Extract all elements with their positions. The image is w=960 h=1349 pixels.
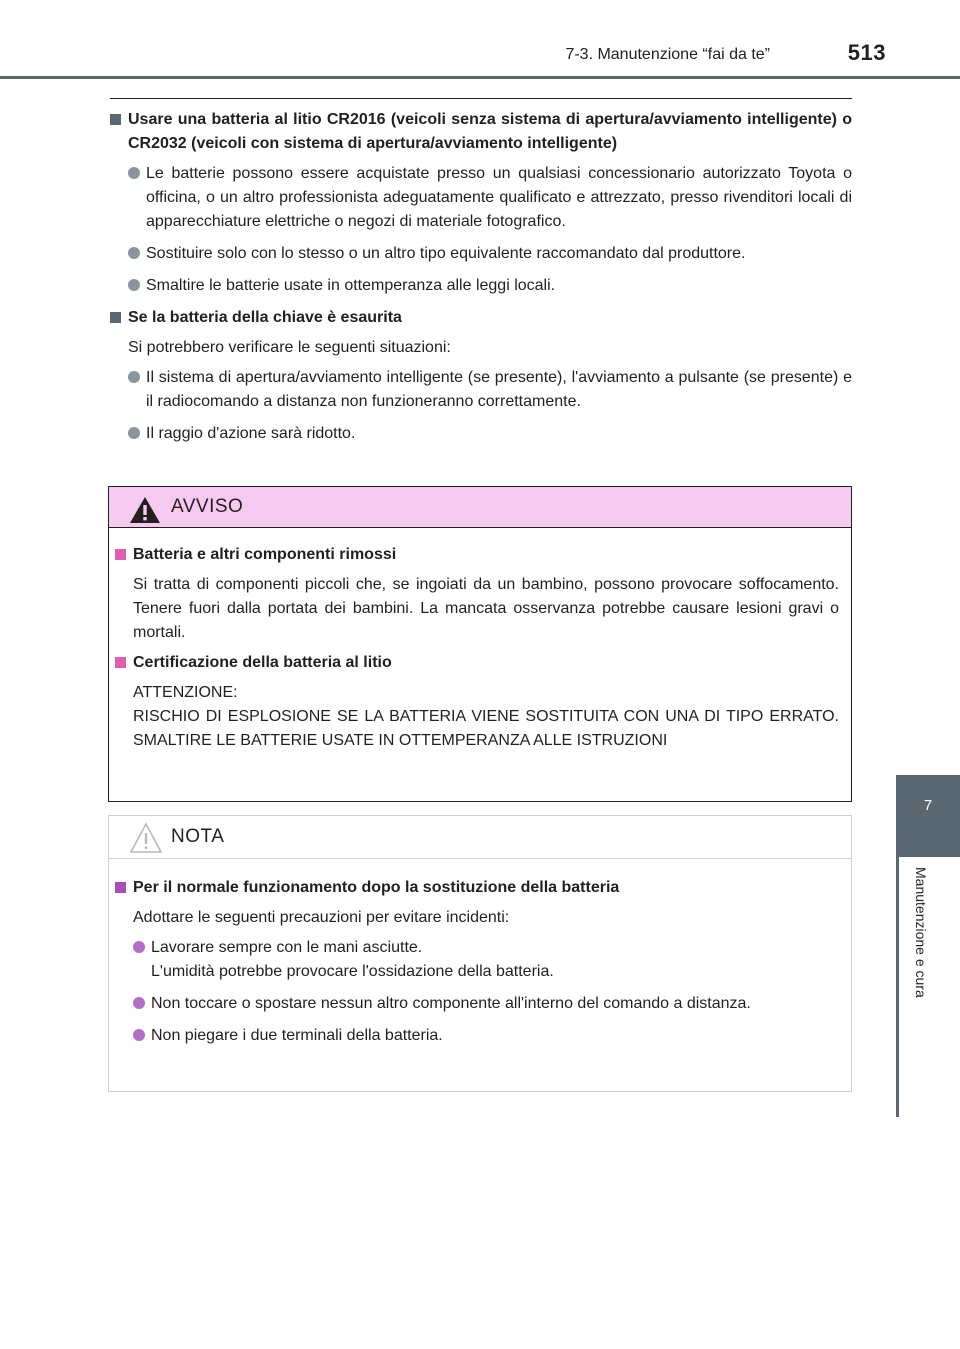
page-number: 513 — [847, 40, 886, 65]
list-item: Non toccare o spostare nessun altro componente all'interno del comando a distanza. — [115, 992, 841, 1016]
list-item: Il sistema di apertura/avviamento intelligente (se presente), l'avviamento a pulsante (se presente) e il radiocomando a distanza non funzioneranno correttamente. — [110, 366, 852, 414]
warning-triangle-icon — [129, 496, 161, 524]
warning-heading-certification: Certificazione della batteria al litio — [115, 651, 839, 675]
heading-battery-depleted: Se la batteria della chiave è esaurita — [110, 306, 852, 330]
top-rule — [110, 98, 852, 99]
list-item: Lavorare sempre con le mani asciutte. L'umidità potrebbe provocare l'ossidazione della batteria. — [115, 936, 841, 984]
list-item: Smaltire le batterie usate in ottemperanza alle leggi locali. — [110, 274, 852, 298]
square-bullet-icon — [115, 657, 126, 668]
square-bullet-icon — [115, 882, 126, 893]
caution-triangle-icon — [129, 822, 163, 854]
warning-text: Si tratta di componenti piccoli che, se ingoiati da un bambino, possono provocare soffocamento. Tenere fuori dalla portata dei bambini. La mancata osservanza potrebbe causare lesioni gravi o mortali. — [133, 576, 839, 641]
chapter-tab-number: 7 — [896, 775, 960, 857]
list-item: Le batterie possono essere acquistate presso un qualsiasi concessionario autorizzato Toyota o officina, o un altro professionista adeguatamente qualificato e attrezzato, presso rivenditori locali di apparecchiature elettriche o negozi di materiale fotografico. — [110, 162, 852, 234]
note-box — [108, 815, 852, 1092]
circle-bullet-icon — [133, 1029, 145, 1041]
main-content — [110, 108, 852, 454]
circle-bullet-icon — [133, 941, 145, 953]
note-heading: Per il normale funzionamento dopo la sostituzione della batteria — [115, 876, 841, 900]
square-bullet-icon — [110, 312, 121, 323]
circle-bullet-icon — [128, 371, 140, 383]
warning-caution-label: ATTENZIONE: — [133, 684, 238, 701]
warning-body — [115, 543, 839, 759]
note-text: Adottare le seguenti precauzioni per evitare incidenti: — [133, 909, 510, 926]
note-body — [115, 876, 841, 1056]
square-bullet-icon — [110, 114, 121, 125]
warning-header — [109, 487, 851, 528]
body-text: Si potrebbero verificare le seguenti situazioni: — [128, 339, 451, 356]
list-item: Sostituire solo con lo stesso o un altro tipo equivalente raccomandato dal produttore. — [110, 242, 852, 266]
circle-bullet-icon — [128, 247, 140, 259]
note-header — [109, 816, 851, 859]
header-divider — [0, 76, 960, 79]
square-bullet-icon — [115, 549, 126, 560]
warning-heading-components: Batteria e altri componenti rimossi — [115, 543, 839, 567]
circle-bullet-icon — [133, 997, 145, 1009]
circle-bullet-icon — [128, 167, 140, 179]
header-section-title: 7-3. Manutenzione “fai da te” — [565, 46, 770, 63]
warning-box — [108, 486, 852, 802]
list-item: Non piegare i due terminali della batteria. — [115, 1024, 841, 1048]
chapter-tab-label: Manutenzione e cura — [913, 867, 929, 998]
heading-battery-type: Usare una batteria al litio CR2016 (veicoli senza sistema di apertura/avviamento intelligente) o CR2032 (veicoli con sistema di apertura/avviamento intelligente) — [110, 108, 852, 156]
circle-bullet-icon — [128, 279, 140, 291]
note-title: NOTA — [171, 826, 225, 847]
warning-caution-text: RISCHIO DI ESPLOSIONE SE LA BATTERIA VIENE SOSTITUITA CON UNA DI TIPO ERRATO. SMALTIRE LE BATTERIE USATE IN OTTEMPERANZA ALLE ISTRUZIONI — [133, 708, 839, 749]
list-item: Il raggio d'azione sarà ridotto. — [110, 422, 852, 446]
chapter-tab — [896, 857, 960, 1117]
warning-title: AVVISO — [171, 496, 244, 517]
circle-bullet-icon — [128, 427, 140, 439]
